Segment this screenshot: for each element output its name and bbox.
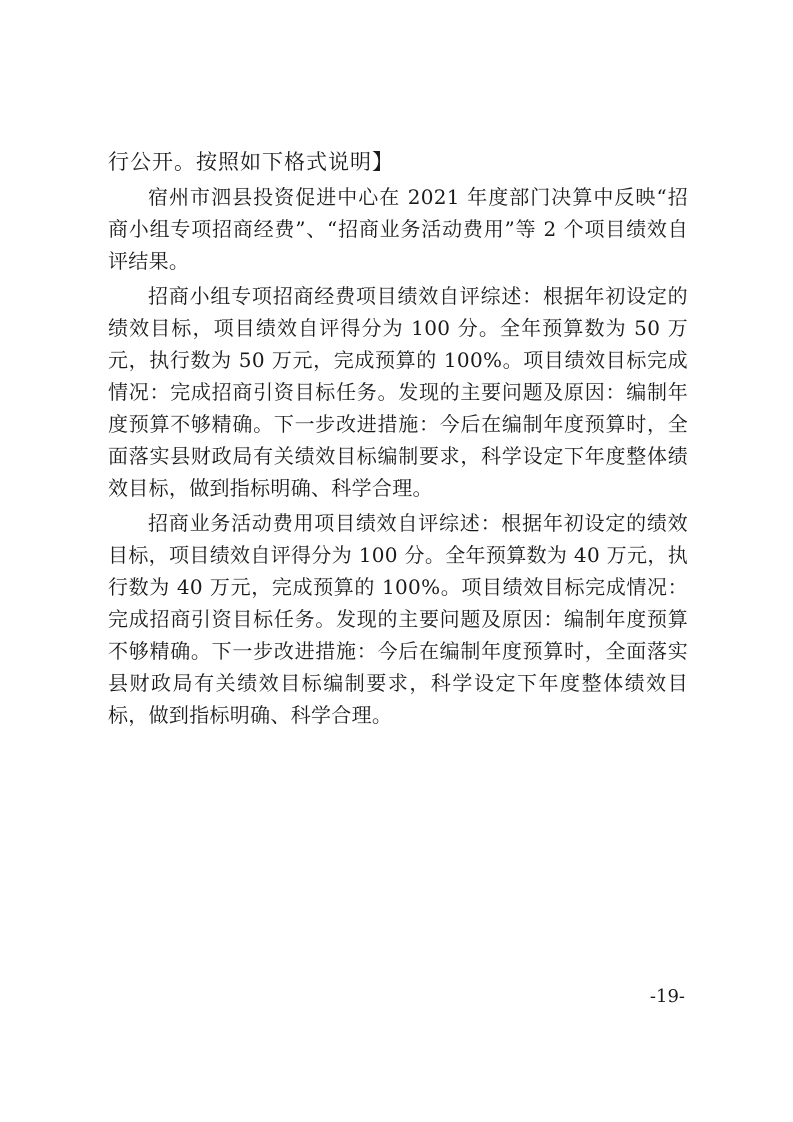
document-body [108,146,688,731]
page-number: -19- [649,986,685,1007]
paragraph-intro: 宿州市泗县投资促进中心在 2021 年度部门决算中反映“招商小组专项招商经费”、“招商业务活动费用”等 2 个项目绩效自评结果。 [108,185,688,273]
section-heading-tail: 行公开。按照如下格式说明】 [108,150,394,174]
paragraph-project-2: 招商业务活动费用项目绩效自评综述：根据年初设定的绩效目标，项目绩效自评得分为 100 分。全年预算数为 40 万元，执行数为 40 万元，完成预算的 100%。项目绩效目标完成情况：完成招商引资目标任务。发现的主要问题及原因：编制年度预算不够精确。下一步改进措施：今后在编制年度预算时，全面落实县财政局有关绩效目标编制要求，科学设定下年度整体绩效目标，做到指标明确、科学合理。 [108,511,688,727]
paragraph-project-1: 招商小组专项招商经费项目绩效自评综述：根据年初设定的绩效目标，项目绩效自评得分为 100 分。全年预算数为 50 万元，执行数为 50 万元，完成预算的 100%。项目绩效目标完成情况：完成招商引资目标任务。发现的主要问题及原因：编制年度预算不够精确。下一步改进措施：今后在编制年度预算时，全面落实县财政局有关绩效目标编制要求，科学设定下年度整体绩效目标，做到指标明确、科学合理。 [108,284,688,500]
